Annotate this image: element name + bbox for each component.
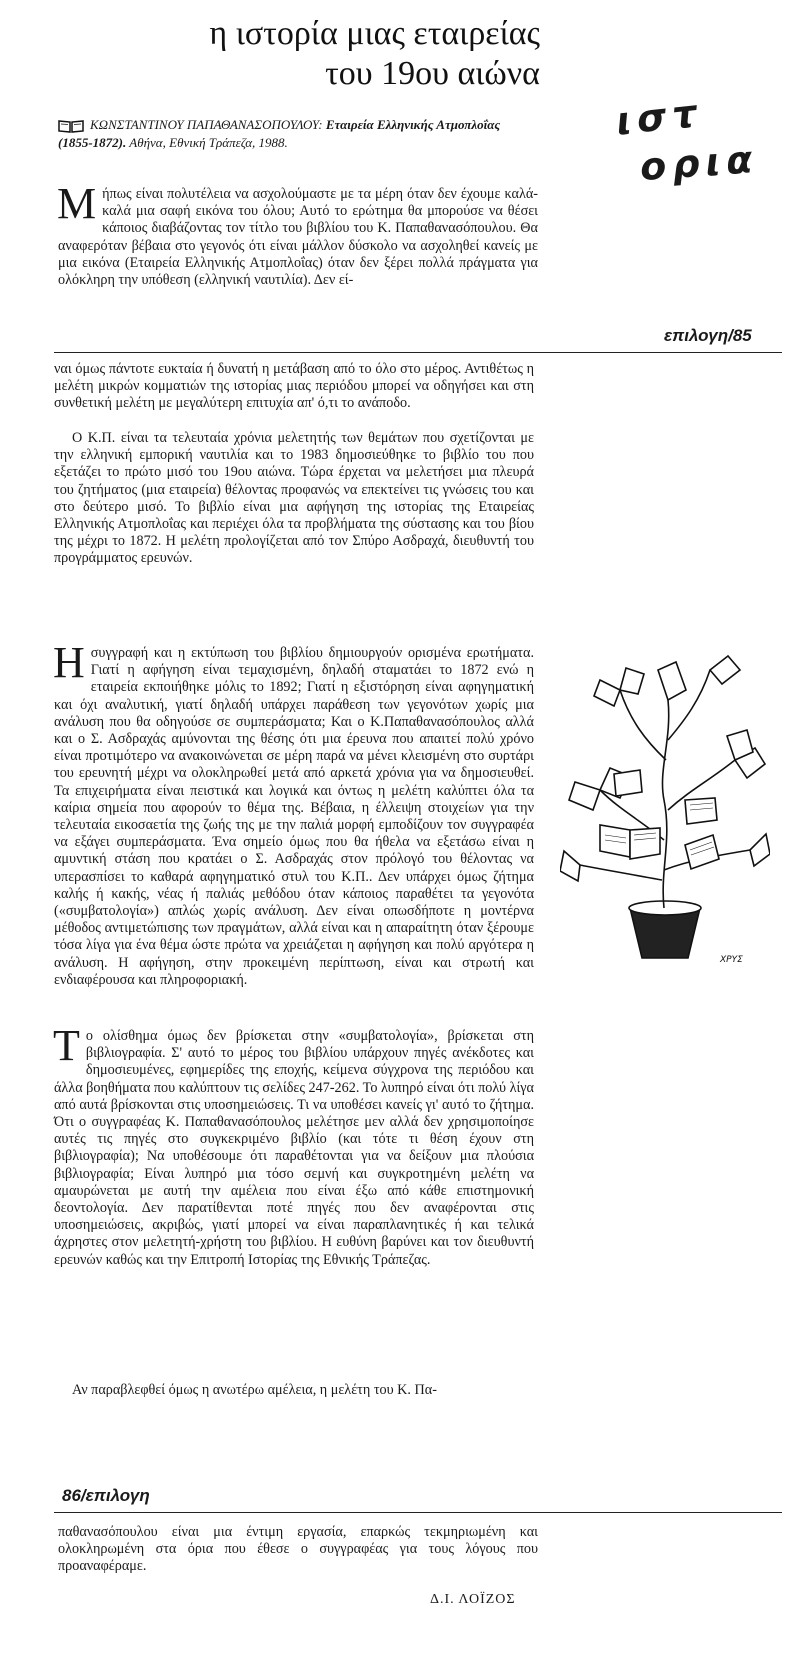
dropcap-h: Η bbox=[53, 638, 85, 687]
paragraph-questions bbox=[53, 638, 534, 989]
paragraph-conclusion-continued: παθανασόπουλου είναι μια έντιμη εργασία, επαρκώς τεκμηριωμένη και ολοκληρωμένη στα όρια που έθεσε ο συγγραφέας για τους λόγους που προαναφέραμε. bbox=[58, 1524, 538, 1575]
paragraph-intro-continued: ναι όμως πάντοτε ευκταία ή δυνατή η μετάβαση από το όλο στο μέρος. Αντιθέτως η μελέτη μικρών κομματιών της ιστορίας μιας περιόδου μπορεί να οδηγήσει και στη συνθετική μελέτη με μεγαλύτερη επιτυχία απ' ό,τι το ανάποδο. bbox=[54, 361, 534, 412]
illustration-signature: ΧΡΥΣ bbox=[720, 955, 743, 965]
title-line-2: του 19ου αιώνα bbox=[325, 55, 540, 92]
open-book-icon bbox=[58, 119, 84, 133]
paragraph-bibliography bbox=[53, 1021, 534, 1269]
page-folio-85: επιλογη/85 bbox=[664, 326, 752, 345]
book-author: ΚΩΝΣΤΑΝΤΙΝΟΥ ΠΑΠΑΘΑΝΑΣΟΠΟΥΛΟΥ: bbox=[90, 117, 323, 132]
title-line-1: η ιστορία μιας εταιρείας bbox=[209, 15, 540, 52]
dropcap-t: Τ bbox=[53, 1021, 80, 1070]
logo-line-1: ιστ bbox=[613, 90, 705, 144]
page-folio-86: 86/επιλογη bbox=[62, 1486, 150, 1505]
logo-line-2: ορια bbox=[638, 136, 760, 190]
book-tree-illustration bbox=[560, 640, 770, 970]
dropcap-m: Μ bbox=[57, 179, 97, 228]
paragraph-author-background: Ο Κ.Π. είναι τα τελευταία χρόνια μελετητής των θεμάτων που σχετίζονται με την ελληνική εμπορική ναυτιλία και το 1983 δημοσιεύθηκε το βιβλίο του που εξετάζει το πρώτο μισό του 19ου αιώνα. Τώρα έρχεται να μελετήσει μια πλευρά του ζητήματος (μια εταιρεία) θέλοντας προφανώς να επεκτείνει τις γνώσεις του και στο δεύτερο μισό. Το βιβλίο είναι μια αφήγηση της ιστορίας της Εταιρείας Ελληνικής Ατμοπλοΐας και περιέχει όλα τα προβλήματα της σύστασης και του βίου της μέχρι το 1872. Η μελέτη προλογίζεται από τον Σπύρο Ασδραχά, διευθυντή του προγράμματος ερευνών. bbox=[54, 430, 534, 567]
paragraph-conclusion: Αν παραβλεφθεί όμως η ανωτέρω αμέλεια, η μελέτη του Κ. Πα- bbox=[72, 1382, 437, 1398]
questions-text: συγγραφή και η εκτύπωση του βιβλίου δημιουργούν ορισμένα ερωτήματα. Γιατί η αφήγηση είναι τεμαχισμένη, δηλαδή σταματάει το 1872 ενώ η εταιρεία εκποιήθηκε μόλις το 1892; Γιατί η εξιστόρηση είναι αφηγηματική και όχι αναλυτική, γιατί δηλαδή υπάρχει παράθεση των γεγονότων χωρίς μια ανάλυση που θα οδηγούσε σε συμπεράσματα; Και ο Κ.Παπαθανασόπουλος αλλά και ο Σ. Ασδραχάς αμύνονται της θέσης ότι μια έρευνα που απαιτεί πολύ χρόνο είναι προτιμότερο να ανακοινώνεται σε μέρη παρά να μένει κλεισμένη στο συρτάρι του ερευνητή μέχρι να ολοκληρωθεί μετά από αρκετά χρόνια για να δημοσιευθεί. Τα επιχειρήματα είναι πειστικά και λογικά και όντως η μελέτη καλύπτει όλα τα καίρια σημεία που αφορούν το θέμα της. Βέβαια, η έλλειψη στοιχείων για την τελευταία εικοσαετία της ζωής της με την παλιά μορφή εμποδίζουν τον συγγραφέα να εξάγει συμπεράσματα. Ένα σημείο όμως που θα ήθελα να εξετάσω είναι η αμυντική στάση που κρατάει ο Σ. Ασδραχάς στον πρόλογό του θέλοντας να υπερασπίσει το καθαρά αφηγηματικό στυλ του Κ.Π.. Δεν υπάρχει όμως ζήτημα καλής ή κακής, νέας ή παλιάς μεθόδου όταν κάποιος παραθέτει τα γεγονότα («συμβατολογία») απλώς χωρίς ανάλυση. Δεν είναι οπωσδήποτε η μοντέρνα μέθοδος αντιμετώπισης των πραγμάτων, αλλά είναι και η απαραίτητη όταν ξέρουμε τόσα λίγα για ένα θέμα ώστε πρώτα να χρειάζεται η αφήγηση και πολύ αργότερα η ανάλυση. Η αφήγηση, στην προκειμένη περίπτωση, είναι και στρωτή και ενδιαφέρουσα και πληροφοριακή. bbox=[54, 645, 534, 988]
intro-text: ήπως είναι πολυτέλεια να ασχολούμαστε με τα μέρη όταν δεν έχουμε καλά-καλά μια σαφή εικόνα του όλου; Αυτό το ερώτημα θα μπορούσε να θέσει κάποιος διαβάζοντας τον τίτλο του βιβλίου του Κ. Παπαθανασόπουλου. Θα αναφερόταν βέβαια στο γεγονός ότι είναι μάλλον δύσκολο να ασχοληθεί κανείς με μια εικόνα (Εταιρεία Ελληνικής Ατμοπλοΐας) όταν δεν ξέρει πολλά πράγματα για ολόκληρη την υπόθεση (ελληνική ναυτιλία). Δεν εί- bbox=[58, 186, 538, 289]
paragraph-intro bbox=[57, 179, 538, 289]
divider-top bbox=[54, 352, 782, 353]
book-title: Εταιρεία Ελληνικής Ατμοπλοΐας (1855-1872). bbox=[58, 117, 501, 150]
section-logo bbox=[600, 90, 760, 205]
divider-bottom bbox=[54, 1512, 782, 1513]
article-title bbox=[120, 14, 540, 94]
book-publisher: Αθήνα, Εθνική Τράπεζα, 1988. bbox=[129, 135, 288, 150]
bibliography-text: ο ολίσθημα όμως δεν βρίσκεται στην «συμβατολογία», βρίσκεται στη βιβλιογραφία. Σ' αυτό το μέρος του βιβλίου υπάρχουν πηγές ανέκδοτες και δημοσιευμένες, εφημερίδες της εποχής, κείμενα σύγχρονα της περιόδου και άλλα βοηθήματα που καλύπτουν τις σελίδες 247-262. Το λυπηρό είναι ότι πολύ λίγα από αυτά βρίσκονται στις υποσημειώσεις. Τι να υποθέσει κανείς γι' αυτό το ζήτημα. Ότι ο συγγραφέας Κ. Παπαθανασόπουλος μελέτησε μεν αλλά δεν χρησιμοποίησε αυτές τις πηγές στο συγκεκριμένο βιβλίο (και τότε τι θέση έχουν στη βιβλιογραφία); Να υποθέσουμε ότι παραθέτονται για να δείξουν μια πλούσια βιβλιογραφία; Είναι λυπηρό μια τόσο σεμνή και συγκροτημένη μελέτη να αμαυρώνεται με αυτή την αμέλεια που είναι έξω από κάθε επιστημονική δεοντολογία. Δεν παρατίθενται ποτέ πηγές που δεν αναφέρονται στις υποσημειώσεις, ακριβώς, γιατί μπορεί να είναι παραπλανητικές ή και τελικά άχρηστες στον μελετητή-χρήστη του βιβλίου. Η ευθύνη βαρύνει και τον διευθυντή ερευνών καθώς και την Επιτροπή Ιστορίας της Εθνικής Τράπεζας. bbox=[54, 1028, 534, 1268]
author-signature: Δ.Ι. ΛΟΪΖΟΣ bbox=[430, 1592, 516, 1607]
book-reference bbox=[58, 116, 538, 152]
